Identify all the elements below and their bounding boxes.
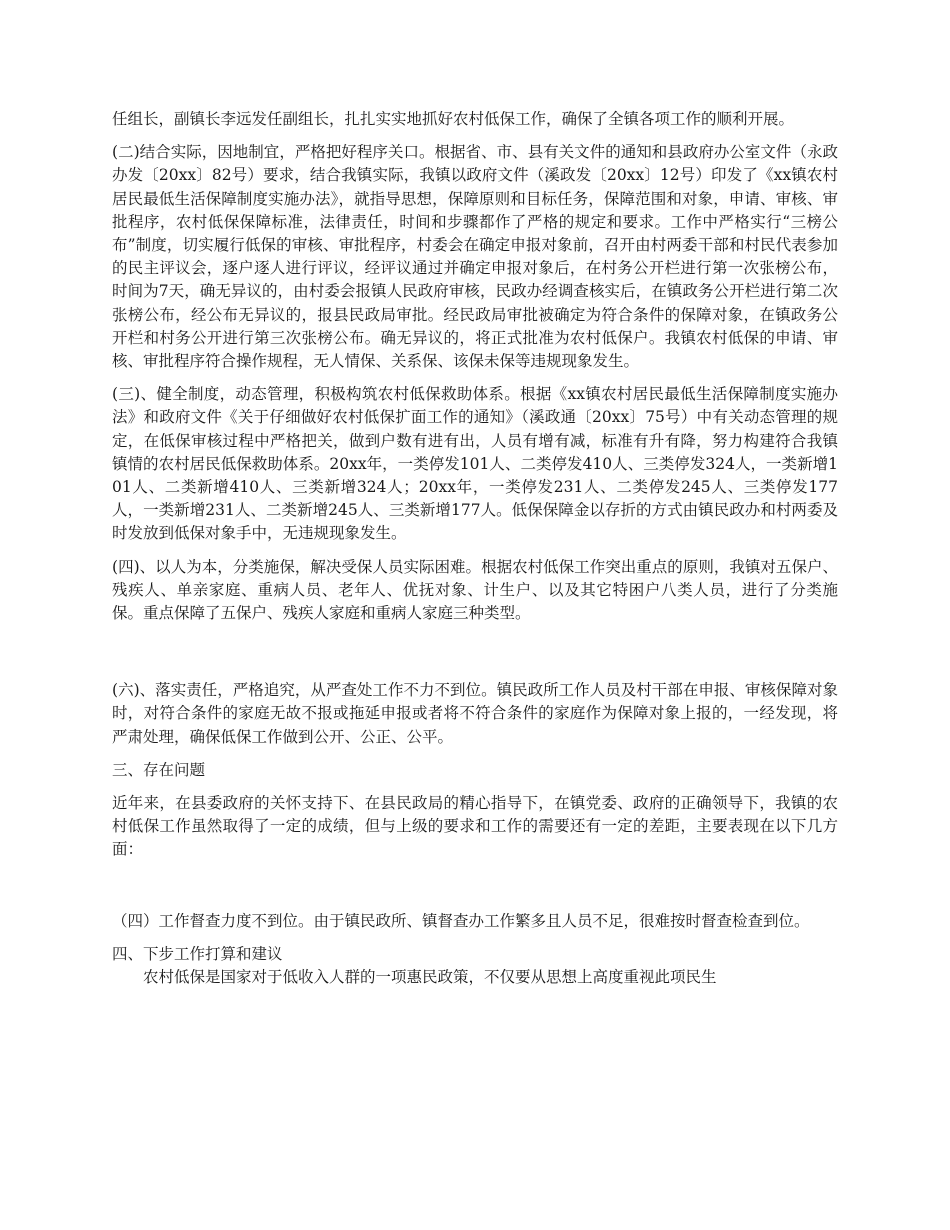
section-heading-problems: 三、存在问题 [112,760,206,779]
paragraph-next-steps: 农村低保是国家对于低收入人群的一项惠民政策，不仅要从思想上高度重视此项民生 [143,968,717,987]
paragraph-supervision: （四）工作督查力度不到位。由于镇民政所、镇督查办工作繁多且人员不足，很难按时督查检查到位。 [112,911,810,930]
paragraph-classified-support: (四)、以人为本，分类施保，解决受保人员实际困难。根据农村低保工作突出重点的原则，我镇对五保户、残疾人、单亲家庭、重病人员、老年人、优抚对象、计生户、以及其它特困户八类人员，进行了分类施保。重点保障了五保户、残疾人家庭和重病人家庭三种类型。 [112,557,838,623]
paragraph-dynamic-management: (三)、健全制度，动态管理，积极构筑农村低保救助体系。根据《xx镇农村居民最低生活保障制度实施办法》和政府文件《关于仔细做好农村低保扩面工作的通知》（溪政通〔20xx〕75号）中有关动态管理的规定，在低保审核过程中严格把关，做到户数有进有出，人员有增有减，标准有升有降，努力构建符合我镇镇情的农村居民低保救助体系。20xx年，一类停发101人、二类停发410人、三类停发324人，一类新增101人、二类新增410人、三类新增324人；20xx年，一类停发231人、二类停发245人、三类停发177人，一类新增231人、二类新增245人、三类新增177人。低保保障金以存折的方式由镇民政办和村两委及时发放到低保对象手中，无违规现象发生。 [112,385,838,543]
blank-gap [112,635,838,679]
section-heading-next-steps: 四、下步工作打算和建议 [112,944,283,963]
paragraph-procedure: (二)结合实际，因地制宜，严格把好程序关口。根据省、市、县有关文件的通知和县政府办公室文件（永政办发〔20xx〕82号）要求，结合我镇实际，我镇以政府文件（溪政发〔20xx〕12号）印发了《xx镇农村居民最低生活保障制度实施办法》，就指导思想，保障原则和目标任务，保障范围和对象，申请、审核、审批程序，农村低保保障标准，法律责任，时间和步骤都作了严格的规定和要求。工作中严格实行“三榜公布”制度，切实履行低保的审核、审批程序，村委会在确定申报对象前，召开由村两委干部和村民代表参加的民主评议会，逐户逐人进行评议，经评议通过并确定申报对象后，在村务公开栏进行第一次张榜公布，时间为7天，确无异议的，由村委会报镇人民政府审核，民政办经调查核实后，在镇政务公开栏进行第二次张榜公布，经公布无异议的，报县民政局审批。经民政局审批被确定为符合条件的保障对象，在镇政务公开栏和村务公开进行第三次张榜公布。确无异议的，将正式批准为农村低保户。我镇农村低保的申请、审核、审批程序符合操作规程，无人情保、关系保、该保未保等违规现象发生。 [112,143,838,371]
paragraph-leadership: 任组长，副镇长李远发任副组长，扎扎实实地抓好农村低保工作，确保了全镇各项工作的顺利开展。 [112,110,795,128]
blank-gap [112,872,838,910]
paragraph-problems-intro: 近年来，在县委政府的关怀支持下、在县民政局的精心指导下，在镇党委、政府的正确领导下，我镇的农村低保工作虽然取得了一定的成绩，但与上级的要求和工作的需要还有一定的差距，主要表现在以下几方面： [112,794,838,859]
paragraph-responsibility: (六)、落实责任，严格追究，从严查处工作不力不到位。镇民政所工作人员及村干部在申报、审核保障对象时，对符合条件的家庭无故不报或拖延申报或者将不符合条件的家庭作为保障对象上报的，一经发现，将严肃处理，确保低保工作做到公开、公正、公平。 [112,681,838,746]
